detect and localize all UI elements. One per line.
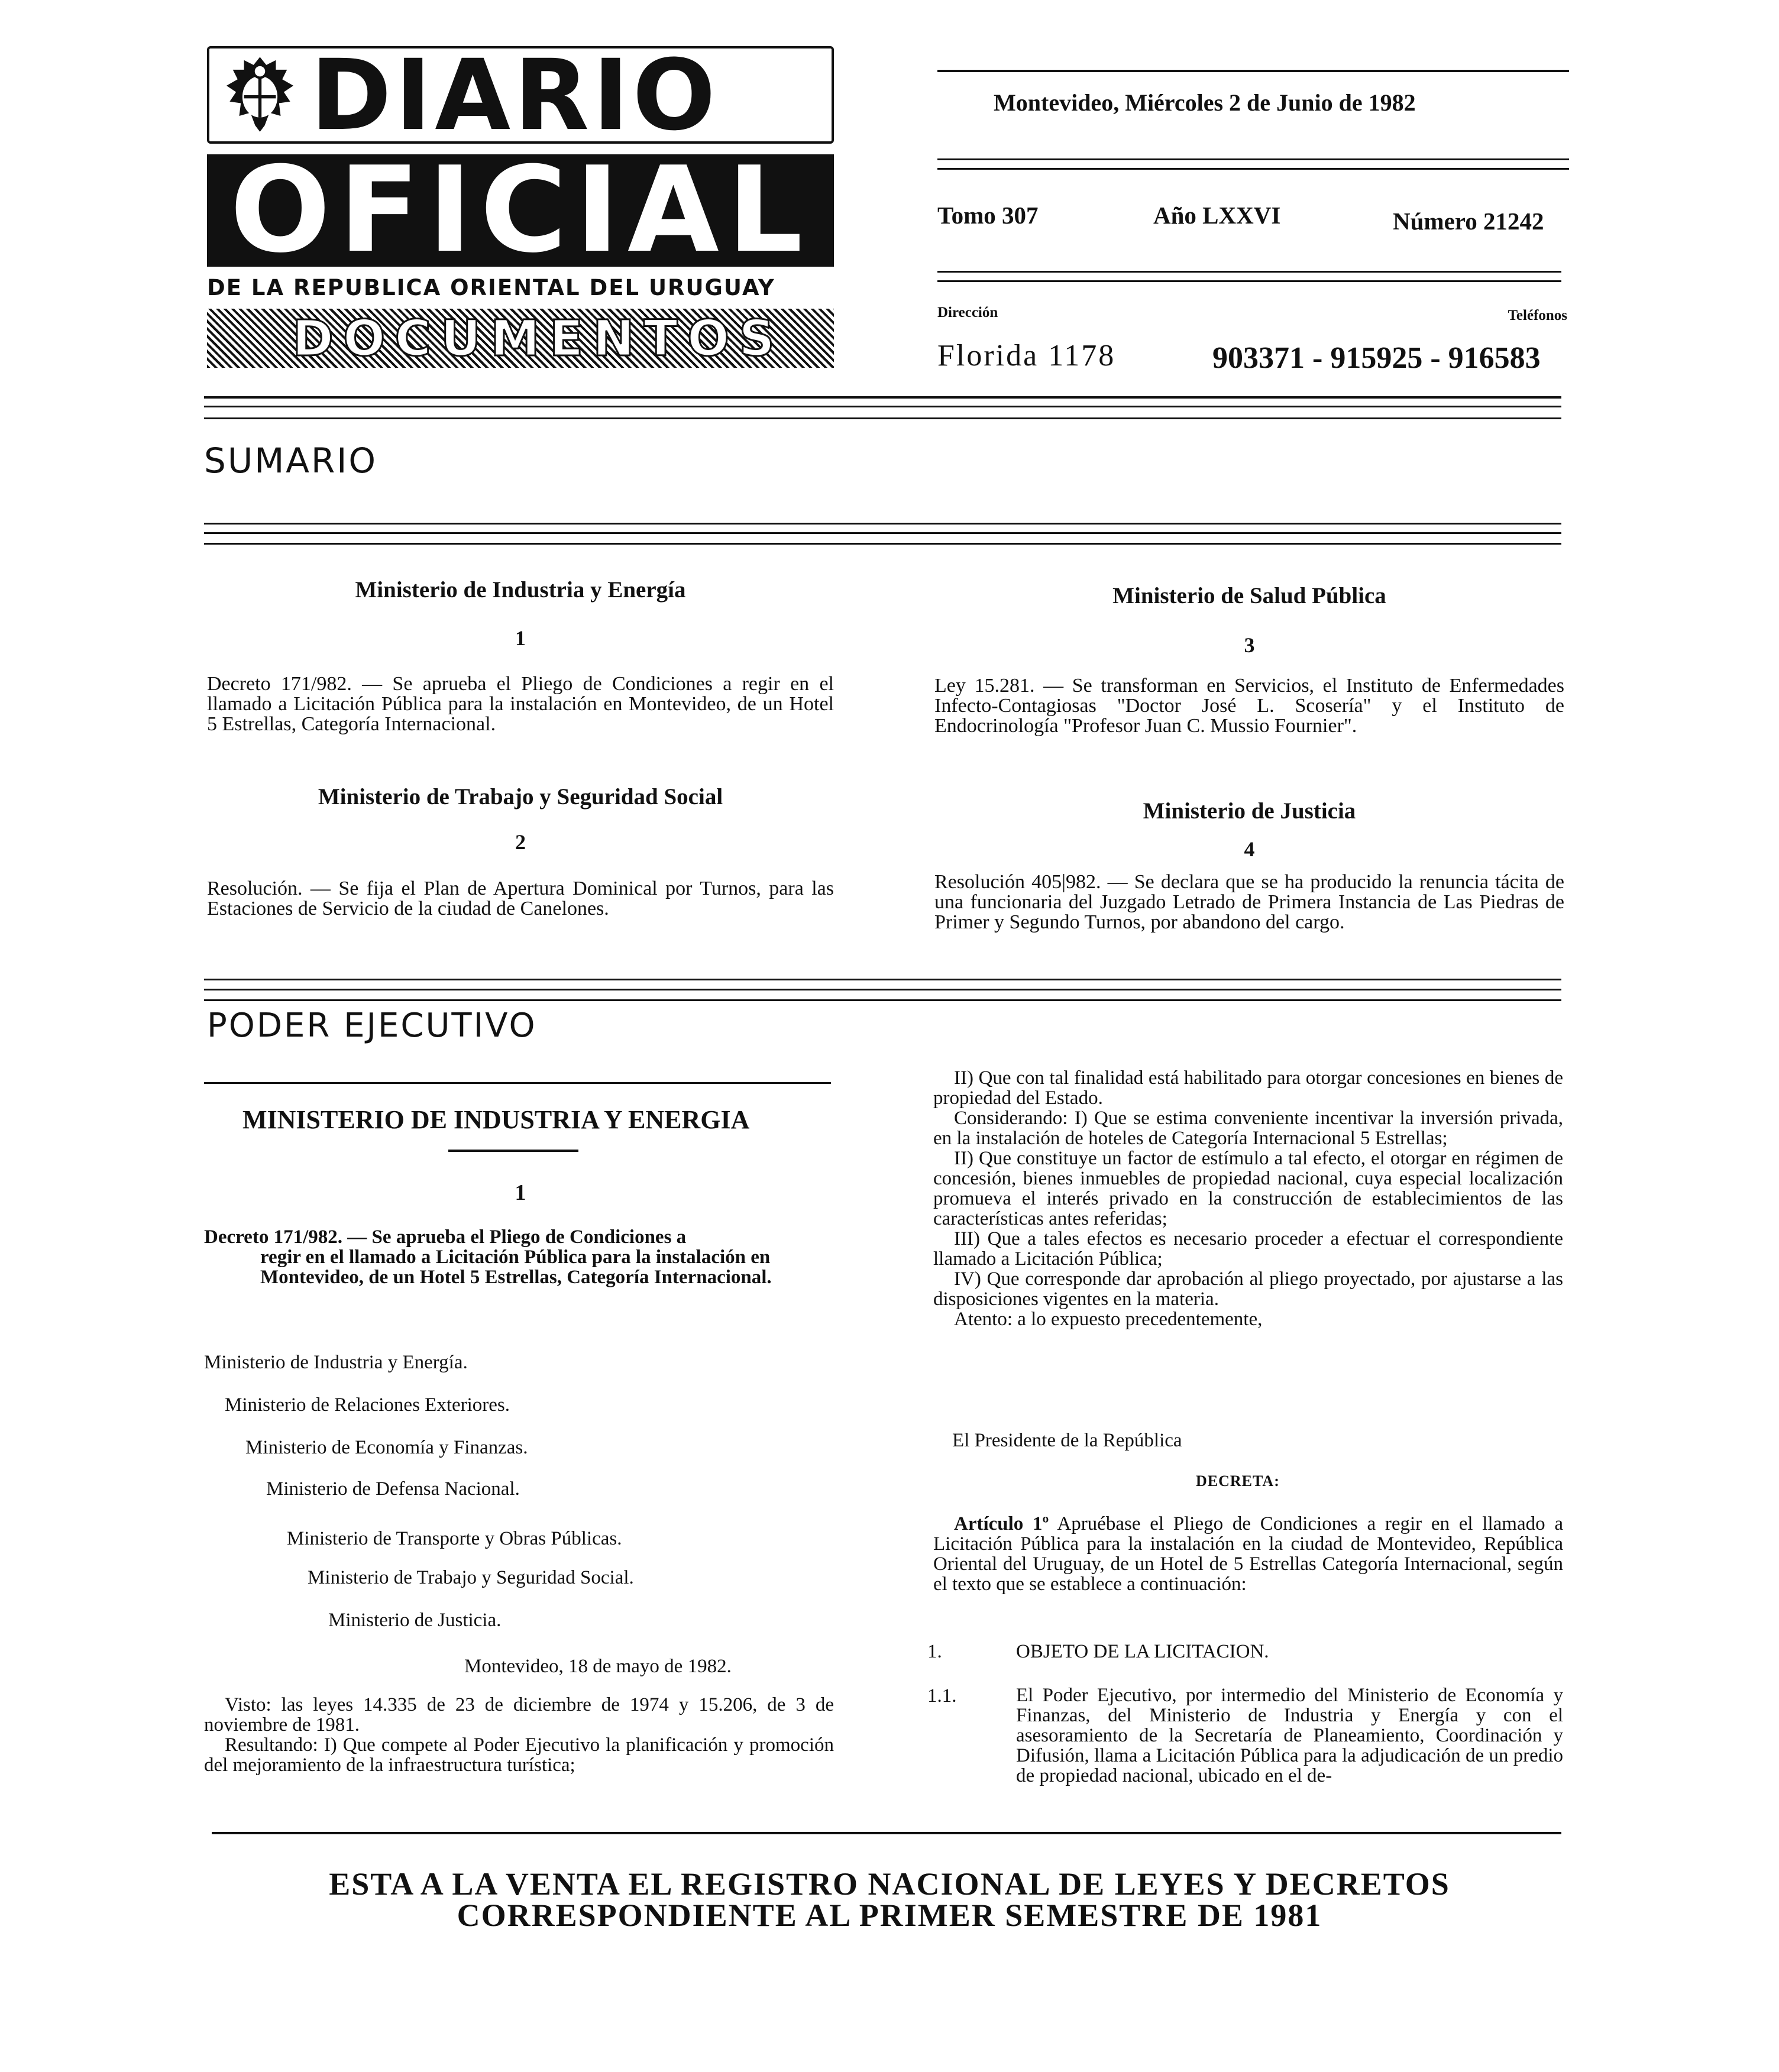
item-1-number: 1.: [927, 1641, 942, 1662]
address-value: Florida 1178: [937, 339, 1116, 373]
signing-ministry-5: Ministerio de Transporte y Obras Públicas.: [287, 1528, 622, 1549]
logo-subtitle: DE LA REPUBLICA ORIENTAL DEL URUGUAY: [207, 275, 775, 300]
ministry-title-underline: [448, 1150, 578, 1152]
signing-ministry-1: Ministerio de Industria y Energía.: [204, 1352, 468, 1373]
summary-text-1: Decreto 171/982. — Se aprueba el Pliego de Condiciones a regir en el llamado a Licitación Pública para la instalación en Montevideo, de un Hotel 5 Estrellas, Categoría Internacional.: [207, 673, 834, 735]
summary-title: SUMARIO: [204, 441, 378, 481]
right-paragraph-2: Considerando: I) Que se estima conveniente incentivar la inversión privada, en la instalación de hoteles de Categoría Internacional 5 Estrellas;: [933, 1108, 1563, 1149]
phones-value: 903371 - 915925 - 916583: [1212, 341, 1541, 375]
logo-title: DIARIO: [310, 38, 719, 152]
issue-number: Número 21242: [1393, 208, 1544, 235]
summary-rule-a: [204, 523, 1561, 525]
right-paragraph-5: IV) Que corresponde dar aprobación al pliego proyectado, por ajustarse a las disposiciones vigentes en la materia.: [933, 1268, 1563, 1310]
item-1-1-text: El Poder Ejecutivo, por intermedio del Ministerio de Economía y Finanzas, del Ministerio de Industria y Energía y con el asesoramiento de la Secretaría de Planeamiento, Coordinación y Difusión, llama a Licitación Pública para la adjudicación de un predio de propiedad nacional, ubicado en el de-: [1016, 1685, 1563, 1786]
decree-number: 1: [515, 1180, 526, 1205]
summary-number-4: 4: [1244, 837, 1255, 861]
rule-before-poder-c: [204, 999, 1561, 1001]
summary-ministry-4: Ministerio de Justicia: [1143, 798, 1356, 824]
ministry-section-title: MINISTERIO DE INDUSTRIA Y ENERGIA: [242, 1105, 750, 1134]
poder-ejecutivo-title: PODER EJECUTIVO: [207, 1006, 537, 1045]
summary-text-4: Resolución 405|982. — Se declara que se ha producido la renuncia tácita de una funcionaria del Juzgado Letrado de Primera Instancia de Las Piedras de Primer y Segundo Turnos, por abandono del cargo.: [934, 871, 1564, 933]
signing-ministry-2: Ministerio de Relaciones Exteriores.: [225, 1394, 510, 1416]
logo-title-oficial: OFICIAL: [207, 154, 834, 267]
decreta-label: DECRETA:: [1196, 1472, 1280, 1490]
footer-rule: [212, 1832, 1561, 1834]
summary-rule-c: [204, 543, 1561, 545]
summary-number-1: 1: [515, 626, 526, 650]
right-paragraph-4: III) Que a tales efectos es necesario proceder a efectuar el correspondiente llamado a Licitación Pública;: [933, 1228, 1563, 1270]
summary-text-2: Resolución. — Se fija el Plan de Apertura Dominical por Turnos, para las Estaciones de Servicio de la ciudad de Canelones.: [207, 878, 834, 920]
poder-title-rule: [204, 1082, 831, 1084]
visto-resultando: [204, 1695, 834, 1775]
item-1-1-number: 1.1.: [927, 1685, 957, 1707]
summary-number-2: 2: [515, 830, 526, 854]
logo-diario-box: [207, 38, 834, 152]
logo-section-band: [207, 309, 834, 368]
rule-under-masthead-b: [204, 406, 1561, 407]
masthead-logo: [207, 38, 834, 368]
issue-year: Año LXXVI: [1153, 202, 1281, 229]
masthead-rule-top: [937, 70, 1569, 72]
rule-under-masthead-a: [204, 396, 1561, 399]
issue-date: Montevideo, Miércoles 2 de Junio de 1982: [994, 89, 1416, 116]
decree-lead-rest: regir en el llamado a Licitación Pública para la instalación en Montevideo, de un Hotel 5 Estrellas, Categoría Internacional.: [260, 1247, 772, 1288]
article-1-text: Apruébase el Pliego de Condiciones a regir en el llamado a Licitación Pública para la instalación en la ciudad de Montevideo, República Oriental del Uruguay, de un Hotel de 5 Estrellas Categoría Internacional, según el texto que se establece a continuación:: [933, 1513, 1563, 1595]
summary-number-3: 3: [1244, 633, 1255, 657]
masthead-rule-2b: [937, 168, 1569, 170]
masthead-rule-2a: [937, 158, 1569, 160]
president-line: El Presidente de la República: [952, 1430, 1182, 1451]
masthead-rule-3a: [937, 271, 1561, 273]
article-1: [933, 1514, 1563, 1594]
signing-ministry-4: Ministerio de Defensa Nacional.: [266, 1478, 520, 1500]
right-paragraph-3: II) Que constituye un factor de estímulo a tal efecto, el otorgar en régimen de concesión, bienes inmuebles de propiedad nacional, cuya especial localización promueva el interés privado en la construcción de establecimientos de las características antes referidas;: [933, 1148, 1563, 1229]
right-paragraph-1: II) Que con tal finalidad está habilitado para otorgar concesiones en bienes de propiedad del Estado.: [933, 1067, 1563, 1109]
decree-lead: [204, 1227, 834, 1287]
decree-date: Montevideo, 18 de mayo de 1982.: [464, 1656, 732, 1677]
article-1-label: Artículo 1º: [954, 1513, 1049, 1534]
considerando-block: [933, 1068, 1563, 1329]
coat-of-arms-icon: [220, 54, 300, 137]
summary-rule-b: [204, 532, 1561, 534]
right-paragraph-6: Atento: a lo expuesto precedentemente,: [954, 1309, 1263, 1330]
summary-ministry-1: Ministerio de Industria y Energía: [355, 577, 686, 603]
signing-ministry-3: Ministerio de Economía y Finanzas.: [245, 1437, 528, 1458]
rule-under-masthead-c: [204, 417, 1561, 419]
signing-ministry-7: Ministerio de Justicia.: [328, 1610, 502, 1631]
decree-lead-line1: Decreto 171/982. — Se aprueba el Pliego de Condiciones a: [204, 1226, 687, 1248]
summary-ministry-2: Ministerio de Trabajo y Seguridad Social: [318, 784, 723, 810]
rule-before-poder-a: [204, 979, 1561, 980]
logo-section-label: DOCUMENTOS: [292, 309, 784, 367]
summary-text-3: Ley 15.281. — Se transforman en Servicios, el Instituto de Enfermedades Infecto-Contagiosas "Doctor José L. Scosería" y el Instituto de Endocrinología "Profesor Juan C. Mussio Fournier".: [934, 675, 1564, 737]
footer-line-2: CORRESPONDIENTE AL PRIMER SEMESTRE DE 1981: [457, 1898, 1322, 1933]
summary-ministry-3: Ministerio de Salud Pública: [1112, 583, 1386, 608]
signing-ministry-6: Ministerio de Trabajo y Seguridad Social.: [308, 1567, 634, 1588]
phones-label: Teléfonos: [1508, 307, 1567, 323]
visto-paragraph: Visto: las leyes 14.335 de 23 de diciembre de 1974 y 15.206, de 3 de noviembre de 1981.: [204, 1694, 834, 1736]
masthead-rule-3b: [937, 280, 1561, 282]
footer-line-1: ESTA A LA VENTA EL REGISTRO NACIONAL DE LEYES Y DECRETOS: [329, 1866, 1450, 1902]
resultando-paragraph: Resultando: I) Que compete al Poder Ejecutivo la planificación y promoción del mejoramiento de la infraestructura turística;: [204, 1734, 834, 1776]
issue-tomo: Tomo 307: [937, 202, 1039, 229]
address-label: Dirección: [937, 305, 998, 320]
rule-before-poder-b: [204, 989, 1561, 990]
item-1-title: OBJETO DE LA LICITACION.: [1016, 1641, 1269, 1662]
